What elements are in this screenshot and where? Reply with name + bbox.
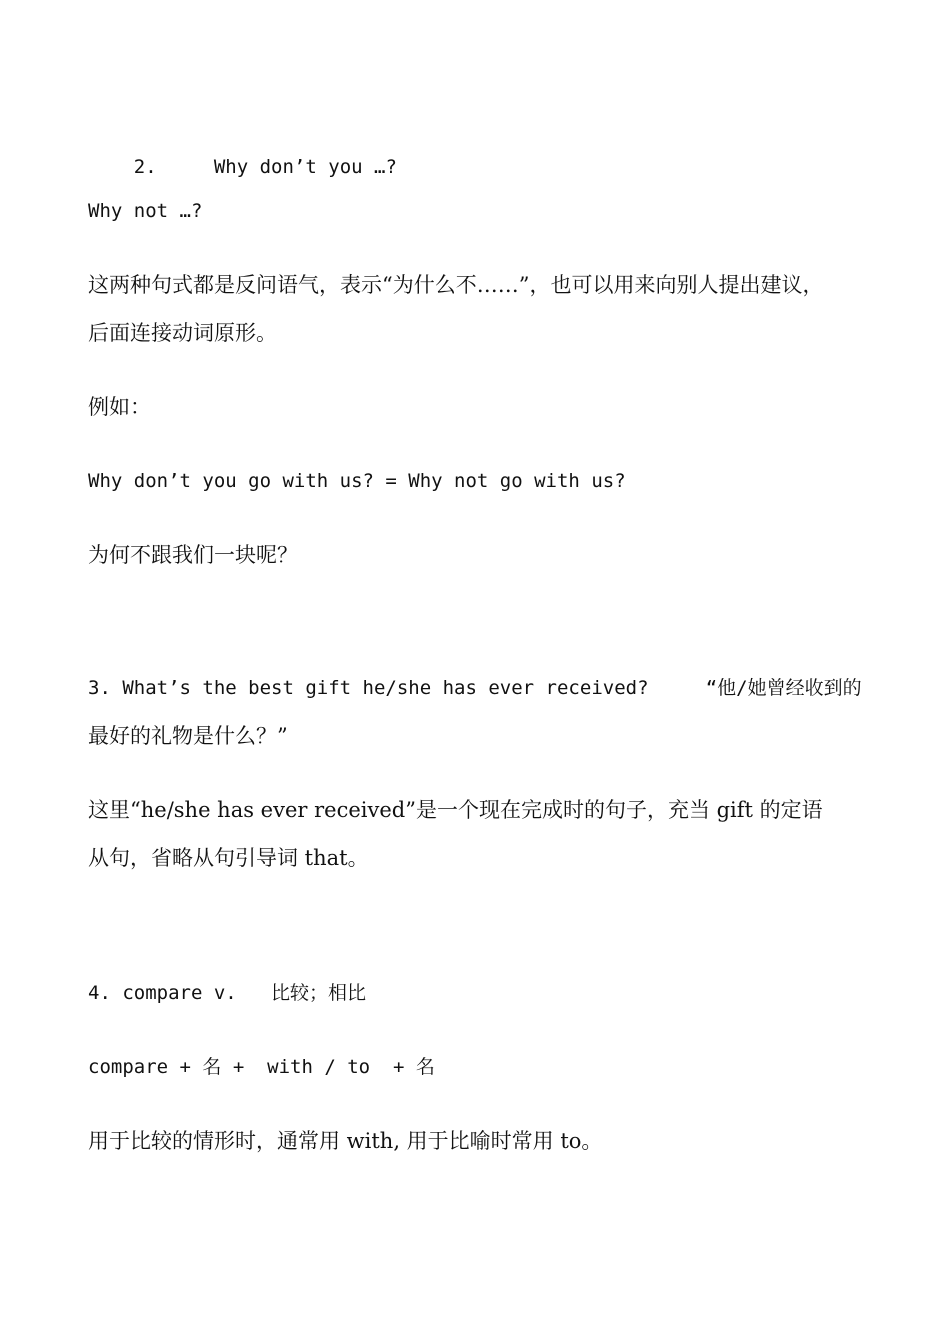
section-4-pattern: compare + 名 + with / to + 名 [88,1056,435,1078]
section-3-heading-line-1: 3. What’s the best gift he/she has ever received? “他/她曾经收到的 [88,677,862,699]
section-3-explanation-line-2: 从句，省略从句引导词 that。 [88,846,369,870]
section-2-alt-form: Why not …? [88,200,203,222]
section-2-explanation-line-1: 这两种句式都是反问语气，表示“为什么不……”，也可以用来向别人提出建议， [88,273,824,297]
section-3-explanation-line-1: 这里“he/she has ever received”是一个现在完成时的句子，充当 gift 的定语 [88,798,823,822]
section-4-usage: 用于比较的情形时，通常用 with, 用于比喻时常用 to。 [88,1129,603,1153]
section-4-heading: 4. compare v. 比较；相比 [88,982,367,1004]
section-2-example-english: Why don’t you go with us? = Why not go with us? [88,470,626,492]
section-2-example-label: 例如： [88,395,151,419]
section-2-number: 2. [133,156,157,178]
section-2-explanation-line-2: 后面连接动词原形。 [88,321,277,345]
section-3-heading-line-2: 最好的礼物是什么？” [88,724,288,748]
section-2-title: Why don’t you …? [213,156,397,178]
section-2-example-chinese: 为何不跟我们一块呢？ [88,543,298,567]
